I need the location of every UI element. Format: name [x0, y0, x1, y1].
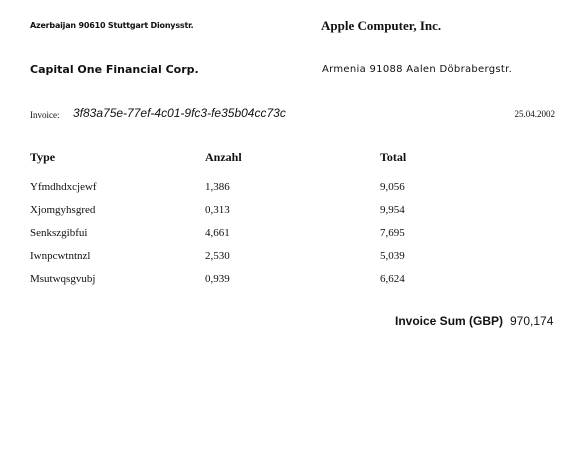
table-cell-total: 7,695 [380, 227, 405, 239]
table-cell-anzahl: 2,530 [205, 250, 230, 262]
table-cell-type: Xjomgyhsgred [30, 204, 96, 216]
table-cell-total: 5,039 [380, 250, 405, 262]
invoice-id: 3f83a75e-77ef-4c01-9fc3-fe35b04cc73c [73, 106, 286, 120]
recipient-address: Armenia 91088 Aalen Döbrabergstr. [322, 64, 513, 75]
table-cell-total: 6,624 [380, 273, 405, 285]
table-cell-anzahl: 0,313 [205, 204, 230, 216]
column-header-type: Type [30, 150, 56, 164]
sender-name: Apple Computer, Inc. [321, 18, 442, 33]
table-cell-total: 9,056 [380, 181, 405, 193]
table-cell-type: Msutwqsgvubj [30, 273, 96, 285]
table-cell-type: Senkszgibfui [30, 227, 88, 239]
invoice-sum-label: Invoice Sum (GBP) [395, 314, 504, 328]
table-cell-anzahl: 1,386 [205, 181, 230, 193]
table-cell-type: Yfmdhdxcjewf [30, 181, 97, 193]
sender-address: Azerbaijan 90610 Stuttgart Dionysstr. [30, 21, 194, 30]
invoice-sum-value: 970,174 [510, 314, 554, 328]
table-cell-type: Iwnpcwtntnzl [30, 250, 91, 262]
table-cell-total: 9,954 [380, 204, 405, 216]
column-header-total: Total [380, 150, 407, 164]
invoice-date: 25.04.2002 [514, 109, 555, 119]
recipient-name: Capital One Financial Corp. [30, 63, 199, 76]
invoice-label: Invoice: [30, 110, 60, 120]
table-cell-anzahl: 0,939 [205, 273, 230, 285]
table-cell-anzahl: 4,661 [205, 227, 230, 239]
column-header-anzahl: Anzahl [205, 150, 242, 164]
